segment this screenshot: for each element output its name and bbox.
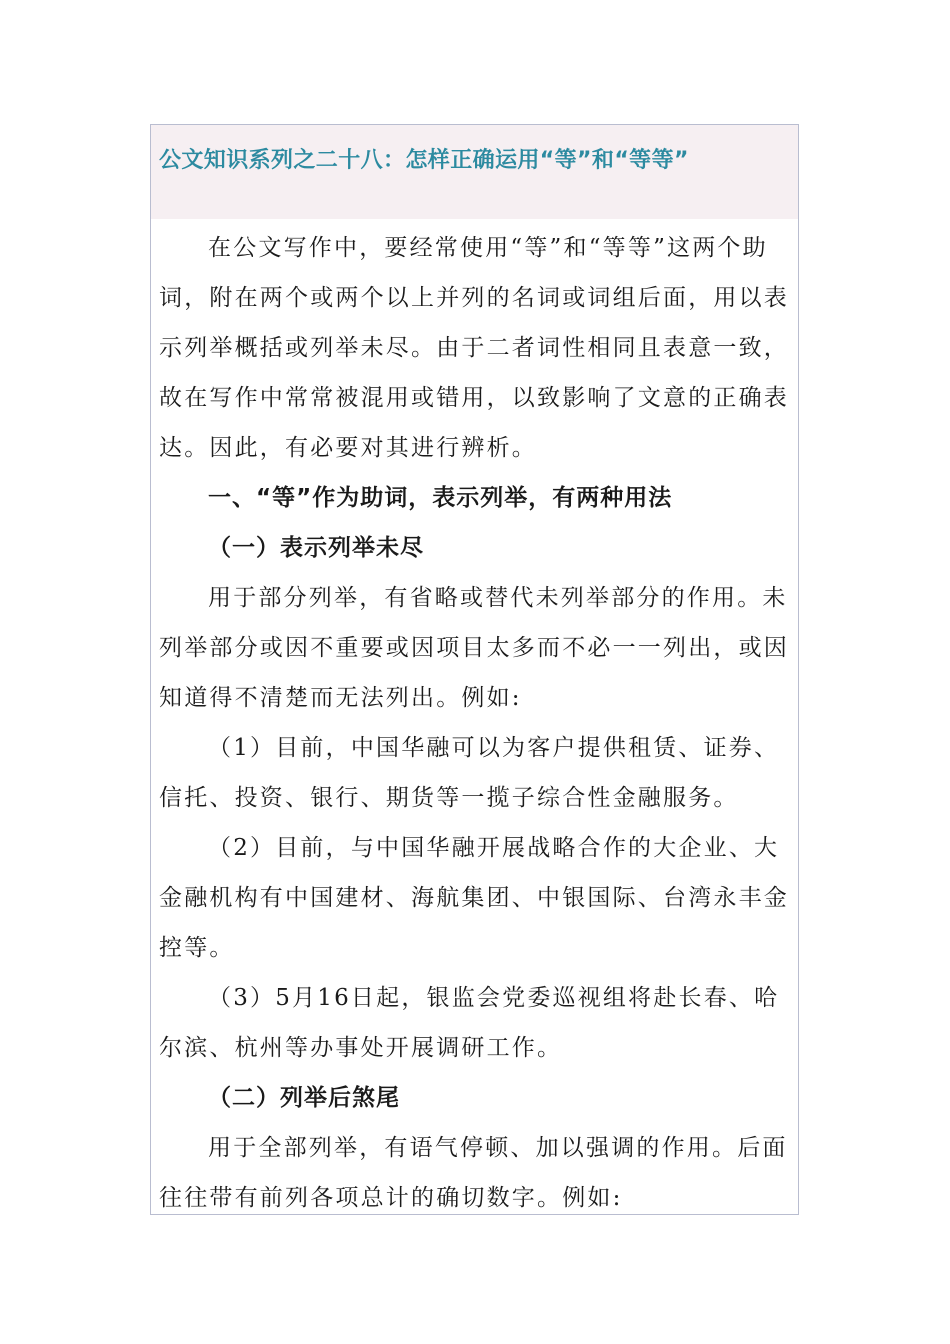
subsection-1-paragraph: 用于部分列举，有省略或替代未列举部分的作用。未列举部分或因不重要或因项目太多而不必一一列出，或因知道得不清楚而无法列出。例如:: [159, 585, 789, 711]
subsection-2-paragraph: 用于全部列举，有语气停顿、加以强调的作用。后面往往带有前列各项总计的确切数字。例如:: [159, 1135, 788, 1211]
subsection-heading-1: （一）表示列举未尽: [208, 535, 424, 561]
example-1: （1）目前，中国华融可以为客户提供租赁、证券、信托、投资、银行、期货等一揽子综合性金融服务。: [159, 735, 780, 811]
example-3: （3）5月16日起，银监会党委巡视组将赴长春、哈尔滨、杭州等办事处开展调研工作。: [159, 985, 780, 1061]
intro-paragraph: 在公文写作中，要经常使用“等”和“等等”这两个助词，附在两个或两个以上并列的名词或词组后面，用以表示列举概括或列举未尽。由于二者词性相同且表意一致，故在写作中常常被混用或错用，以致影响了文意的正确表达。因此，有必要对其进行辨析。: [159, 235, 789, 461]
document-body: [159, 223, 789, 1223]
document-title: 公文知识系列之二十八：怎样正确运用“等”和“等等”: [159, 148, 689, 173]
example-2: （2）目前，与中国华融开展战略合作的大企业、大金融机构有中国建材、海航集团、中银国际、台湾永丰金控等。: [159, 835, 789, 961]
document-frame: [150, 124, 799, 1215]
section-heading-1: 一、“等”作为助词，表示列举，有两种用法: [208, 485, 673, 511]
title-band: [151, 125, 798, 219]
subsection-heading-2: （二）列举后煞尾: [208, 1085, 400, 1111]
